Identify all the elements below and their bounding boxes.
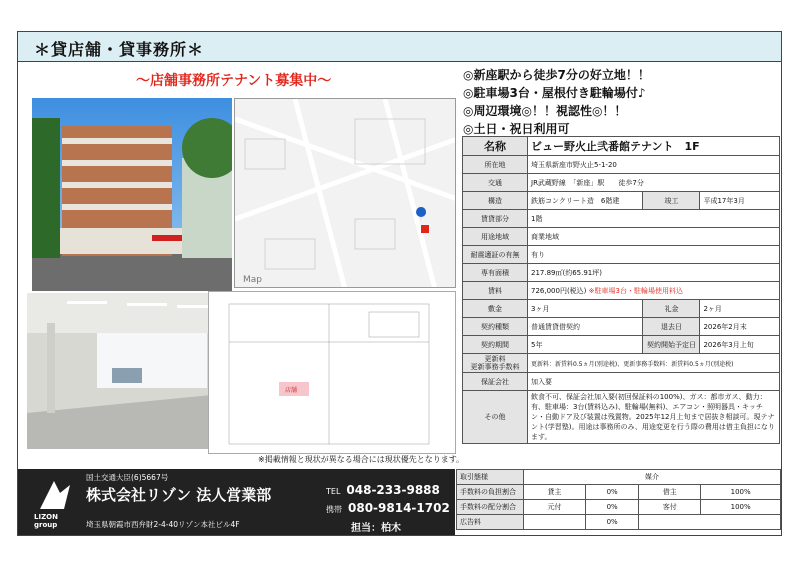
disclaimer-note: ※掲載情報と現状が異なる場合には現状優先となります。 [258,455,465,464]
fee-head-value: 媒介 [524,470,781,485]
fee-cell: 0% [585,485,638,500]
period: 5年 [528,336,643,354]
property-info-table [462,136,780,444]
transport: JR武蔵野線 「新座」駅 徒歩7分 [528,174,780,192]
building-photo [32,98,232,291]
license-number: 国土交通大臣(6)5667号 [86,473,169,482]
person-in-charge: 担当：柏木 [351,523,401,534]
other-label: その他 [463,391,528,444]
company-address: 埼玉県朝霞市西弁財2-4-40リゾン本社ビル4F [86,520,240,529]
structure: 鉄筋コンクリート造 6階建 [528,192,643,210]
floor-label: 賃貸部分 [463,210,528,228]
renew-label: 更新料 更新事務手数料 [463,354,528,373]
start: 2026年3月上旬 [700,336,780,354]
vacate-label: 退去日 [643,318,700,336]
mobile-number[interactable]: 080-9814-1702 [348,501,450,515]
highlights-list [463,66,650,138]
fee-cell: 客付 [639,500,701,515]
svg-text:Map: Map [243,275,262,285]
company-logo [30,475,80,529]
page-title: ＊貸店舗・貸事務所＊ [34,40,205,59]
built-label: 竣工 [643,192,700,210]
rent-note: ※駐車場3台・駐輪場使用料込 [588,286,683,295]
floor: 1階 [528,210,780,228]
renew: 更新料：新賃料0.5ヵ月(別途税)、更新事務手数料：新賃料0.5ヵ月(別途税) [528,354,780,373]
area-map [234,98,456,288]
fee-table [456,469,781,530]
banner-headline: ～店舗事務所テナント募集中～ [136,73,332,89]
deposit-label: 敷金 [463,300,528,318]
flyer [17,31,782,536]
interior-photo [27,293,232,449]
fee-cell: 0% [585,500,638,515]
mobile-label: 携帯 [326,505,342,514]
structure-label: 構造 [463,192,528,210]
start-label: 契約開始予定日 [643,336,700,354]
key-money-label: 礼金 [643,300,700,318]
rent: 726,000円(税込) [531,286,587,295]
rent-cell [528,282,780,300]
guarantee-label: 保証会社 [463,373,528,391]
fee-cell: 貸主 [524,485,586,500]
area-label: 専有面積 [463,264,528,282]
other-notes: 飲食不可、保証会社加入要(初回保証料の100%)、ガス：都市ガス、動力：有、駐車場：3台(賃料込み)、駐輪場(無料)、エアコン・照明器具・キッチン・自動ドア及び装置は残置物。2025年12月上旬まで居抜き相談可。現テナント(学習塾)。用途は事務所のみ、用途変更を行う際の費用は借主負担になります。 [528,391,780,444]
address-label: 所在地 [463,156,528,174]
vacate: 2026年2月末 [700,318,780,336]
fee-cell: 100% [701,500,781,515]
period-label: 契約期間 [463,336,528,354]
highlight-item: ◎周辺環境◎！！視認性◎！！ [463,104,627,118]
fee-cell: 借主 [639,485,701,500]
built: 平成17年3月 [700,192,780,210]
highlight-item: ◎土日・祝日利用可 [463,122,570,136]
name-label: 名称 [463,137,528,156]
highlight-item: ◎駐車場3台・屋根付き駐輪場付♪ [463,86,646,100]
area: 217.89㎡(約65.91坪) [528,264,780,282]
fee-cell: 100% [701,485,781,500]
fee-cell [639,515,781,530]
fee-row-label: 手数料の配分割合 [457,500,524,515]
contract: 普通賃貸借契約 [528,318,643,336]
address: 埼玉県新座市野火止5-1-20 [528,156,780,174]
company-name: 株式会社リゾン 法人営業部 [86,486,272,504]
zone: 商業地域 [528,228,780,246]
floor-plan [208,291,456,454]
guarantee: 加入要 [528,373,780,391]
phone-line [326,483,440,497]
key-money: 2ヶ月 [700,300,780,318]
company-footer [18,469,455,535]
fee-cell: 0% [585,515,638,530]
mobile-line [326,501,450,515]
fee-cell: 元付 [524,500,586,515]
fee-row-label: 広告料 [457,515,524,530]
zone-label: 用途地域 [463,228,528,246]
fee-head-label: 取引態様 [457,470,524,485]
tel-number[interactable]: 048-233-9888 [346,483,440,497]
highlight-item: ◎新座駅から徒歩7分の好立地！！ [463,68,650,82]
contract-label: 契約種類 [463,318,528,336]
tel-label: TEL [326,487,341,496]
transport-label: 交通 [463,174,528,192]
rent-label: 賃料 [463,282,528,300]
deposit: 3ヶ月 [528,300,643,318]
title-bar [18,32,781,62]
property-name: ビュー野火止弐番館テナント 1F [528,137,780,156]
quake-label: 耐震適証の有無 [463,246,528,264]
quake: 有り [528,246,780,264]
fee-row-label: 手数料の負担割合 [457,485,524,500]
fee-cell [524,515,586,530]
logo-text: LIZON group [34,513,58,529]
svg-text:店舗: 店舗 [285,387,298,394]
